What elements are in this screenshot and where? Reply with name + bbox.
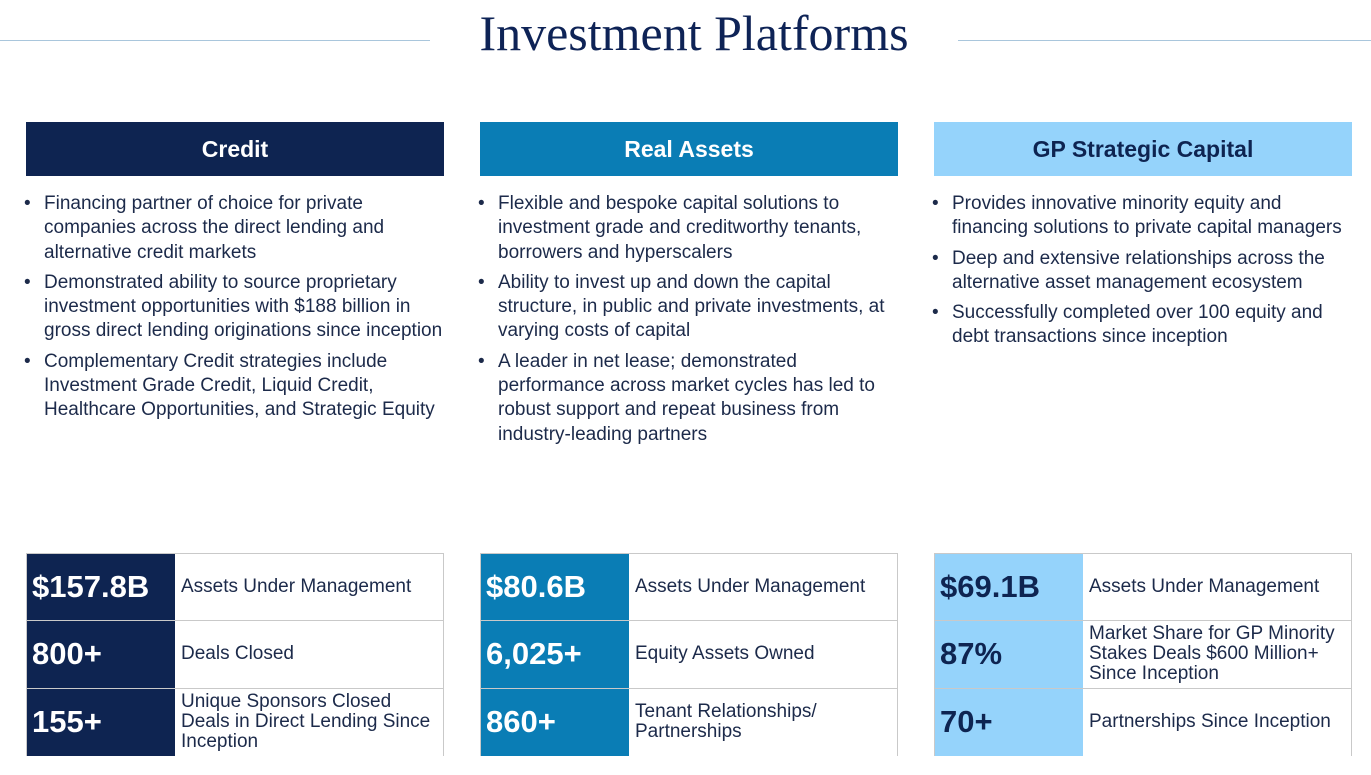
bullet-icon: • [932,302,939,324]
stat-label: Unique Sponsors Closed Deals in Direct Lending Since Inception [175,689,443,756]
stat-label: Equity Assets Owned [629,621,897,687]
column-header-gp-strategic-capital: GP Strategic Capital [934,122,1352,176]
stat-value: 860+ [481,689,629,756]
platform-column-gp-strategic-capital [934,122,1352,356]
stat-value: $69.1B [935,554,1083,620]
bullet-icon: • [478,271,485,293]
stat-value: 6,025+ [481,621,629,687]
stat-row [481,621,897,688]
stat-label: Assets Under Management [175,554,443,620]
bullet-item [478,350,898,447]
page-title: Investment Platforms [479,5,909,61]
title-row [0,0,1371,80]
bullet-icon: • [478,350,485,372]
bullet-list-credit [24,192,444,423]
bullet-text: Provides innovative minority equity and financing solutions to private capital managers [952,193,1342,239]
bullet-item [932,301,1352,350]
stat-value: $157.8B [27,554,175,620]
stat-label: Deals Closed [175,621,443,687]
bullet-item [932,192,1352,241]
bullet-text: Successfully completed over 100 equity and debt transactions since inception [952,302,1323,348]
stat-value: 87% [935,621,1083,687]
stat-value: $80.6B [481,554,629,620]
bullet-item [24,350,444,423]
column-header-credit: Credit [26,122,444,176]
stat-label: Assets Under Management [629,554,897,620]
stat-value: 155+ [27,689,175,756]
title-divider-right [958,40,1371,41]
bullet-icon: • [24,271,31,293]
bullet-item [24,271,444,344]
stat-row [935,554,1351,621]
stat-row [481,554,897,621]
column-header-real-assets: Real Assets [480,122,898,176]
stats-table-credit [26,553,444,756]
bullet-text: Deep and extensive relationships across the alternative asset management ecosystem [952,247,1325,293]
stat-label: Assets Under Management [1083,554,1351,620]
stat-label: Market Share for GP Minority Stakes Deals $600 Million+ Since Inception [1083,621,1351,687]
bullet-icon: • [24,193,31,214]
stat-value: 800+ [27,621,175,687]
stat-label: Partnerships Since Inception [1083,689,1351,756]
bullet-text: Financing partner of choice for private companies across the direct lending and alternative credit markets [44,193,385,263]
stats-table-gp-strategic-capital [934,553,1352,756]
bullet-icon: • [478,193,485,214]
stat-row [27,621,443,688]
bullet-icon: • [932,193,939,214]
bullet-item [478,192,898,265]
stat-row [935,621,1351,688]
stat-row [27,554,443,621]
bullet-text: Flexible and bespoke capital solutions to investment grade and creditworthy tenants, borrowers and hyperscalers [498,193,862,263]
platform-column-credit [26,122,444,429]
bullet-text: A leader in net lease; demonstrated performance across market cycles has led to robust support and repeat business from industry-leading partners [498,350,875,445]
stat-label: Tenant Relationships/ Partnerships [629,689,897,756]
bullet-item [478,271,898,344]
bullet-icon: • [932,247,939,269]
bullet-item [24,192,444,265]
bullet-item [932,247,1352,296]
bullet-list-real-assets [478,192,898,447]
bullet-text: Complementary Credit strategies include Investment Grade Credit, Liquid Credit, Healthcare Opportunities, and Strategic Equity [44,350,435,421]
stat-value: 70+ [935,689,1083,756]
stat-row [27,689,443,756]
bullet-text: Ability to invest up and down the capital structure, in public and private investments, at varying costs of capital [498,271,885,342]
stat-row [935,689,1351,756]
stats-table-real-assets [480,553,898,756]
bullet-text: Demonstrated ability to source proprietary investment opportunities with $188 billion in gross direct lending originations since inception [44,271,443,342]
title-divider-left [0,40,430,41]
stat-row [481,689,897,756]
bullet-icon: • [24,350,31,372]
bullet-list-gp-strategic-capital [932,192,1352,350]
platform-column-real-assets [480,122,898,453]
